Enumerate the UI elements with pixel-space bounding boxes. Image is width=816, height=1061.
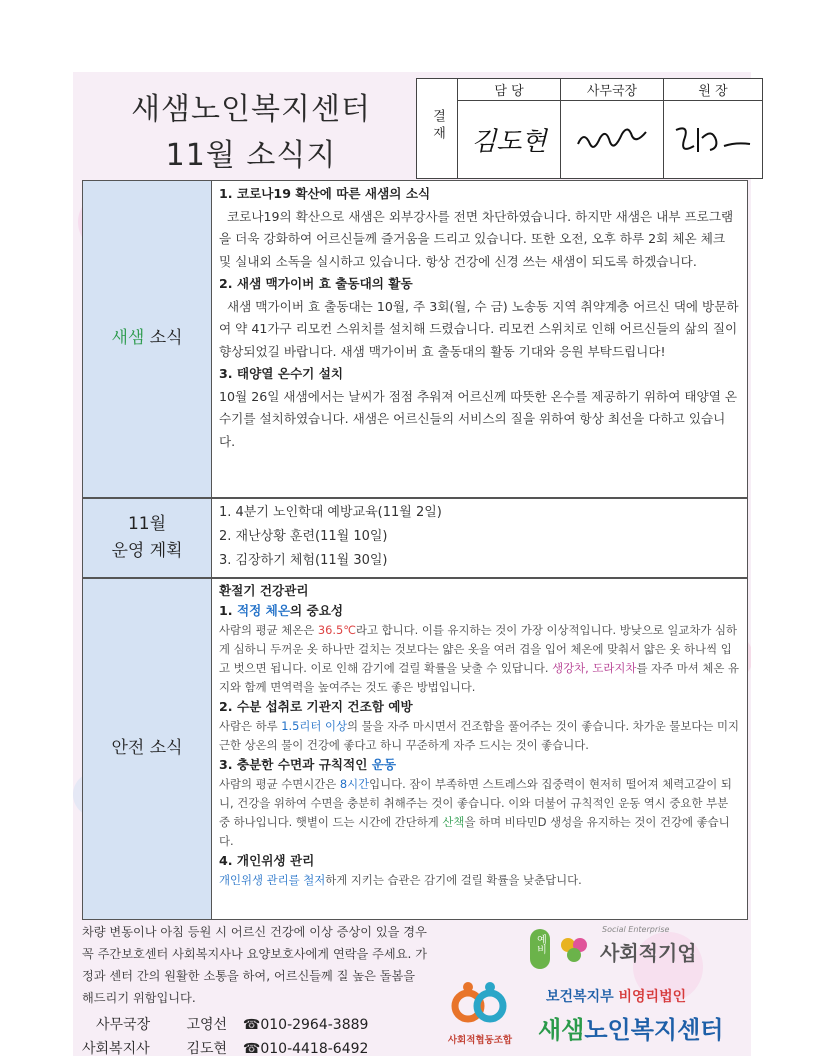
social-enterprise-text: 사회적기업 (600, 941, 697, 965)
safety-heading: 1. 적정 체온의 중요성 (219, 603, 344, 618)
social-enterprise-icon (556, 931, 592, 967)
safety-intro: 환절기 건강관리 (219, 583, 309, 598)
role-staff: 담 당 (458, 79, 561, 101)
news-body: 10월 26일 새샘에서는 날씨가 점점 추워져 어르신께 따뜻한 온수를 제공하기 위하여 태양열 온수기를 설치하였습니다. 새샘은 어르신들의 서비스의 질을 위하여 항상 최선을 다하고 있습니다. (219, 388, 738, 449)
footer-notice: 차량 변동이나 아침 등원 시 어르신 건강에 이상 증상이 있을 경우 꼭 주간보호센터 사회복지사나 요양보호사에게 연락을 주세요. 가정과 센터 간의 원활한 소통을 하여, 어르신들께 질 높은 돌봄을 해드리기 위함입니다. (82, 925, 427, 1005)
safety-heading: 4. 개인위생 관리 (219, 853, 315, 868)
center-logo (440, 980, 750, 1056)
ministry-line (546, 986, 686, 1006)
plan-item: 2. 재난상황 훈련(11월 10일) (219, 529, 388, 544)
contact-role: 사회복지사 (82, 1041, 150, 1057)
news-heading: 2. 새샘 맥가이버 효 출동대의 활동 (219, 276, 413, 291)
safety-body: 사람은 하루 1.5리터 이상의 물을 자주 마시면서 건조함을 풀어주는 것이 좋습니다. 차가운 물보다는 미지근한 상온의 물이 건강에 좋다고 하니 꾸준하게 자주 드시는 것이 좋습니다. (219, 719, 739, 752)
plan-item: 1. 4분기 노인학대 예방교육(11월 2일) (219, 505, 442, 520)
safety-body: 사람의 평균 수면시간은 8시간입니다. 잠이 부족하면 스트레스와 집중력이 현저히 떨어져 체력고갈이 되니, 건강을 위하여 수면을 충분히 취해주는 것이 좋습니다. 이와 더불어 규칙적인 운동 역시 중요한 부분 중 하나입니다. 햇볕이 드는 시간에 간단하게 산책을 하며 비타민D 생성을 유지하는 것이 건강에 좋습니다. (219, 777, 732, 848)
contact-name: 고영선 (186, 1017, 228, 1033)
plan-section-label (83, 499, 212, 577)
approval-table (416, 78, 763, 179)
contact-phone[interactable]: ☎010-4418-6492 (242, 1041, 369, 1057)
signature-staff (458, 101, 561, 179)
signature-head-mark (668, 118, 758, 158)
preliminary-badge: 예비 (530, 929, 550, 969)
news-heading: 3. 태양열 온수기 설치 (219, 366, 344, 381)
contact-role: 사무국장 (96, 1017, 151, 1033)
safety-label-text: 안전 소식 (111, 738, 183, 759)
role-director: 사무국장 (561, 79, 664, 101)
contact-row (82, 1037, 430, 1061)
social-enterprise-logo (530, 925, 740, 973)
plan-content (219, 501, 739, 573)
social-enterprise-en: Social Enterprise (602, 925, 670, 934)
coop-text: 사회적협동조합 (447, 1035, 513, 1046)
contact-phone[interactable]: ☎010-2964-3889 (242, 1017, 369, 1033)
center-name-logo: 새샘노인복지센터 (538, 1016, 724, 1044)
approval-label: 결재 (417, 79, 458, 179)
signature-head (664, 101, 763, 179)
contact-name: 김도현 (186, 1041, 228, 1057)
safety-body: 사람의 평균 체온은 36.5℃라고 합니다. 이를 유지하는 것이 가장 이상적입니다. 방낮으로 일교차가 심하게 심하니 두꺼운 옷 하나만 걸치는 것보다는 얇은 옷을 여러 겹을 입어 체온에 맞춰서 얇은 옷 하나씩 입고 벗으면 됩니다. 이로 인해 감기에 걸릴 확률을 낮출 수 있답니다. 생강차, 도라지차를 자주 마셔 체온 유지와 함께 면역력을 높여주는 것도 좋은 방법입니다. (219, 623, 739, 694)
news-section (82, 180, 748, 498)
news-section-label (83, 181, 212, 497)
label-accent: 새샘 (111, 328, 145, 349)
safety-heading: 3. 충분한 수면과 규칙적인 운동 (219, 757, 397, 772)
news-heading: 1. 코로나19 확산에 따른 새샘의 소식 (219, 186, 431, 201)
signature-staff-text: 김도현 (471, 127, 547, 157)
news-body: 새샘 맥가이버 효 출동대는 10월, 주 3회(월, 수 금) 노송동 지역 취약계층 어르신 댁에 방문하여 약 41가구 리모컨 스위치를 설치해 드렸습니다. 리모컨 스위치로 인해 어르신들의 삶의 질이 향상되었길 바랍니다. 새샘 맥가이버 효 출동대의 활동 기대와 응원 부탁드립니다! (219, 298, 739, 359)
issue-title: 11월 소식지 (165, 138, 337, 173)
coop-icon (450, 980, 508, 1028)
plan-label-month: 11월 (127, 513, 167, 534)
newsletter-title (86, 78, 416, 178)
center-name-title: 새샘노인복지센터 (131, 92, 371, 127)
signature-director (561, 101, 664, 179)
safety-body: 개인위생 관리를 철저하게 지키는 습관은 감기에 걸릴 확률을 낮춘답니다. (219, 873, 582, 887)
label-rest: 소식 (149, 328, 183, 349)
plan-label-text: 운영 계획 (111, 541, 183, 561)
nonprofit-text: 비영리법인 (618, 989, 687, 1005)
news-body: 코로나19의 확산으로 새샘은 외부강사를 전면 차단하였습니다. 하지만 새샘은 내부 프로그램을 더욱 강화하여 어르신들께 즐거움을 드리고 있습니다. 또한 오전, 오후 하루 2회 체온 체크 및 실내외 소독을 실시하고 있습니다. 항상 건강에 신경 쓰는 새샘이 되도록 하겠습니다. (219, 208, 734, 269)
news-content (219, 183, 739, 453)
footer-notice-block (82, 921, 430, 1056)
plan-section (82, 498, 748, 578)
safety-heading: 2. 수분 섭취로 기관지 건조함 예방 (219, 699, 413, 714)
safety-section (82, 578, 748, 920)
ministry-text: 보건복지부 (546, 989, 614, 1005)
plan-item: 3. 김장하기 체험(11월 30일) (219, 553, 388, 568)
safety-content (219, 581, 739, 890)
role-head: 원 장 (664, 79, 763, 101)
signature-director-mark (572, 118, 652, 158)
contact-row (82, 1013, 430, 1037)
safety-section-label (83, 579, 212, 919)
